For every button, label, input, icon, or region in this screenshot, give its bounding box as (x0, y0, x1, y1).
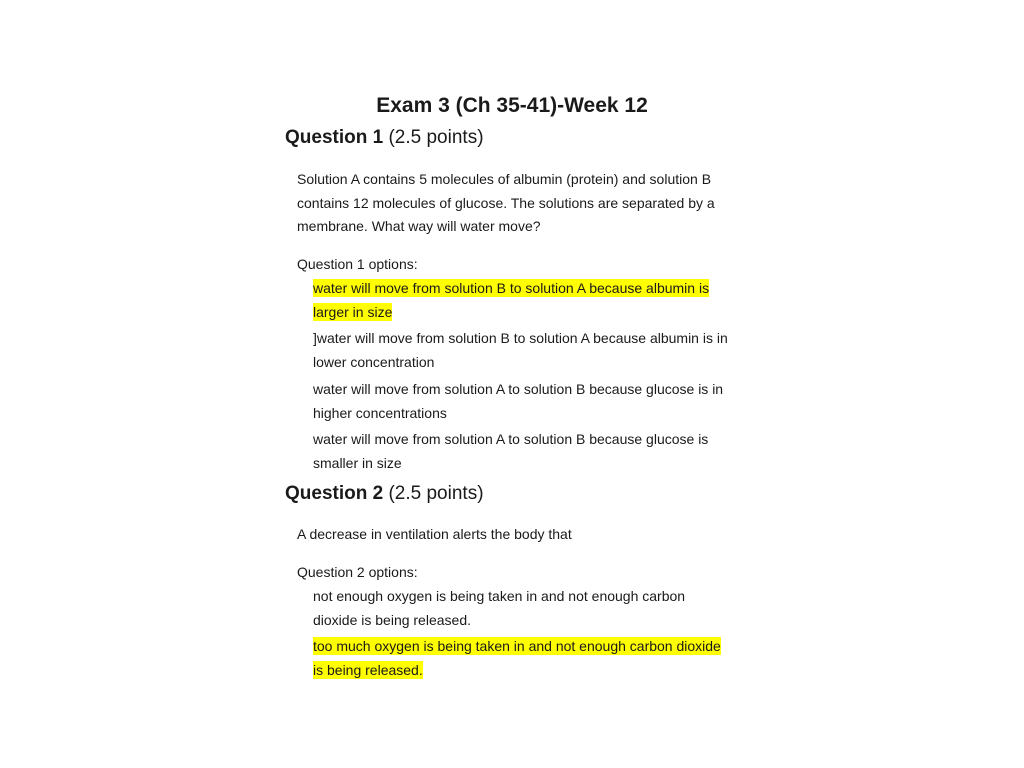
question-2-options-label: Question 2 options: (297, 564, 418, 580)
question-1-text: Solution A contains 5 molecules of albumin (protein) and solution B contains 12 molecules of glucose. The solutions are separated by a membrane. What way will water move? (297, 171, 715, 234)
question-1-points: (2.5 points) (388, 127, 484, 148)
question-2-label: Question 2 (285, 483, 384, 504)
question-2-text: A decrease in ventilation alerts the body that (297, 526, 572, 542)
question-1-option-1[interactable] (313, 277, 733, 324)
question-1-label: Question 1 (285, 127, 384, 148)
question-1-option-2[interactable] (313, 327, 743, 374)
option-text: ]water will move from solution B to solution A because albumin is in lower concentration (313, 330, 728, 370)
option-text: water will move from solution A to solution B because glucose is in higher concentrations (313, 381, 724, 421)
question-1-option-4[interactable] (313, 428, 723, 475)
question-2-points: (2.5 points) (388, 483, 484, 504)
option-text-highlighted: water will move from solution B to solution A because albumin is larger in size (313, 280, 710, 320)
question-1-options-label: Question 1 options: (297, 256, 418, 272)
option-text: not enough oxygen is being taken in and not enough carbon dioxide is being released. (313, 588, 686, 628)
question-2-option-2[interactable] (313, 635, 733, 682)
option-text: water will move from solution A to solution B because glucose is smaller in size (313, 431, 709, 471)
question-2-heading (285, 482, 484, 506)
option-text-highlighted: too much oxygen is being taken in and not enough carbon dioxide is being released. (313, 638, 721, 678)
question-1-heading (285, 126, 484, 150)
exam-title: Exam 3 (Ch 35-41)-Week 12 (376, 94, 648, 117)
question-1-option-3[interactable] (313, 378, 733, 425)
question-2-option-1[interactable] (313, 585, 713, 632)
